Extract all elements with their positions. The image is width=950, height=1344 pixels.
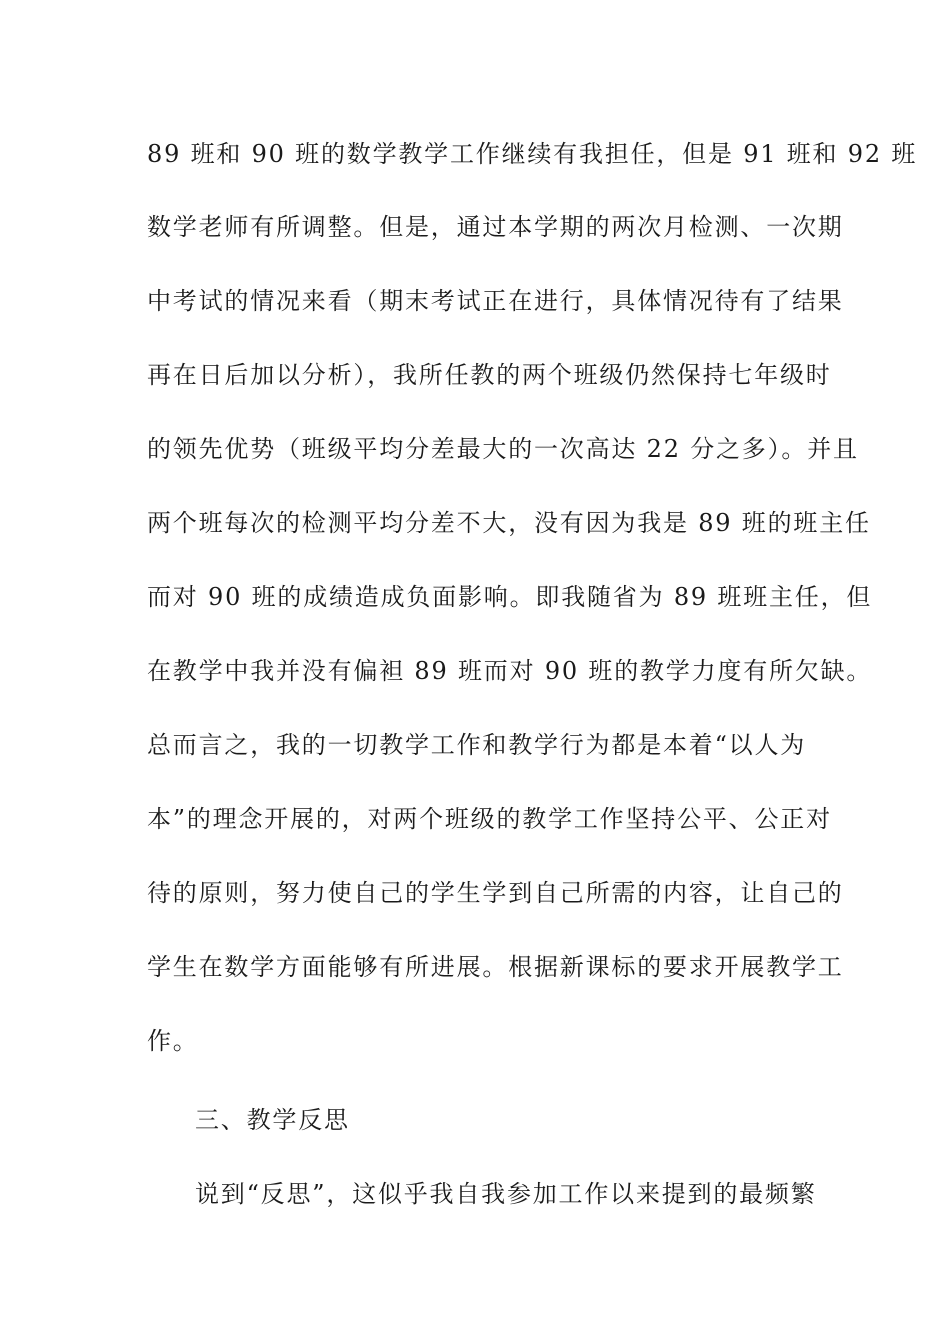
- body-text-line: 两个班每次的检测平均分差不大，没有因为我是 89 班的班主任: [147, 509, 871, 537]
- body-text-line: 待的原则，努力使自己的学生学到自己所需的内容，让自己的: [147, 879, 844, 907]
- body-text-line: 中考试的情况来看（期末考试正在进行，具体情况待有了结果: [147, 287, 844, 315]
- body-text-line: 作。: [147, 1027, 199, 1055]
- paragraph-first-line: 说到“反思”，这似乎我自我参加工作以来提到的最频繁: [195, 1180, 817, 1208]
- body-text-line: 而对 90 班的成绩造成负面影响。即我随省为 89 班班主任，但: [147, 583, 873, 611]
- section-heading: 三、教学反思: [195, 1106, 350, 1134]
- body-text-line: 再在日后加以分析），我所任教的两个班级仍然保持七年级时: [147, 361, 832, 389]
- body-text-line: 在教学中我并没有偏袒 89 班而对 90 班的教学力度有所欠缺。: [147, 657, 873, 685]
- body-text-line: 数学老师有所调整。但是，通过本学期的两次月检测、一次期: [147, 213, 844, 241]
- body-text-line: 学生在数学方面能够有所进展。根据新课标的要求开展教学工: [147, 953, 844, 981]
- body-text-line: 总而言之，我的一切教学工作和教学行为都是本着“以人为: [147, 731, 807, 759]
- body-text-line: 89 班和 90 班的数学教学工作继续有我担任，但是 91 班和 92 班: [147, 140, 918, 168]
- body-text-line: 的领先优势（班级平均分差最大的一次高达 22 分之多）。并且: [147, 435, 859, 463]
- body-text-line: 本”的理念开展的，对两个班级的教学工作坚持公平、公正对: [147, 805, 832, 833]
